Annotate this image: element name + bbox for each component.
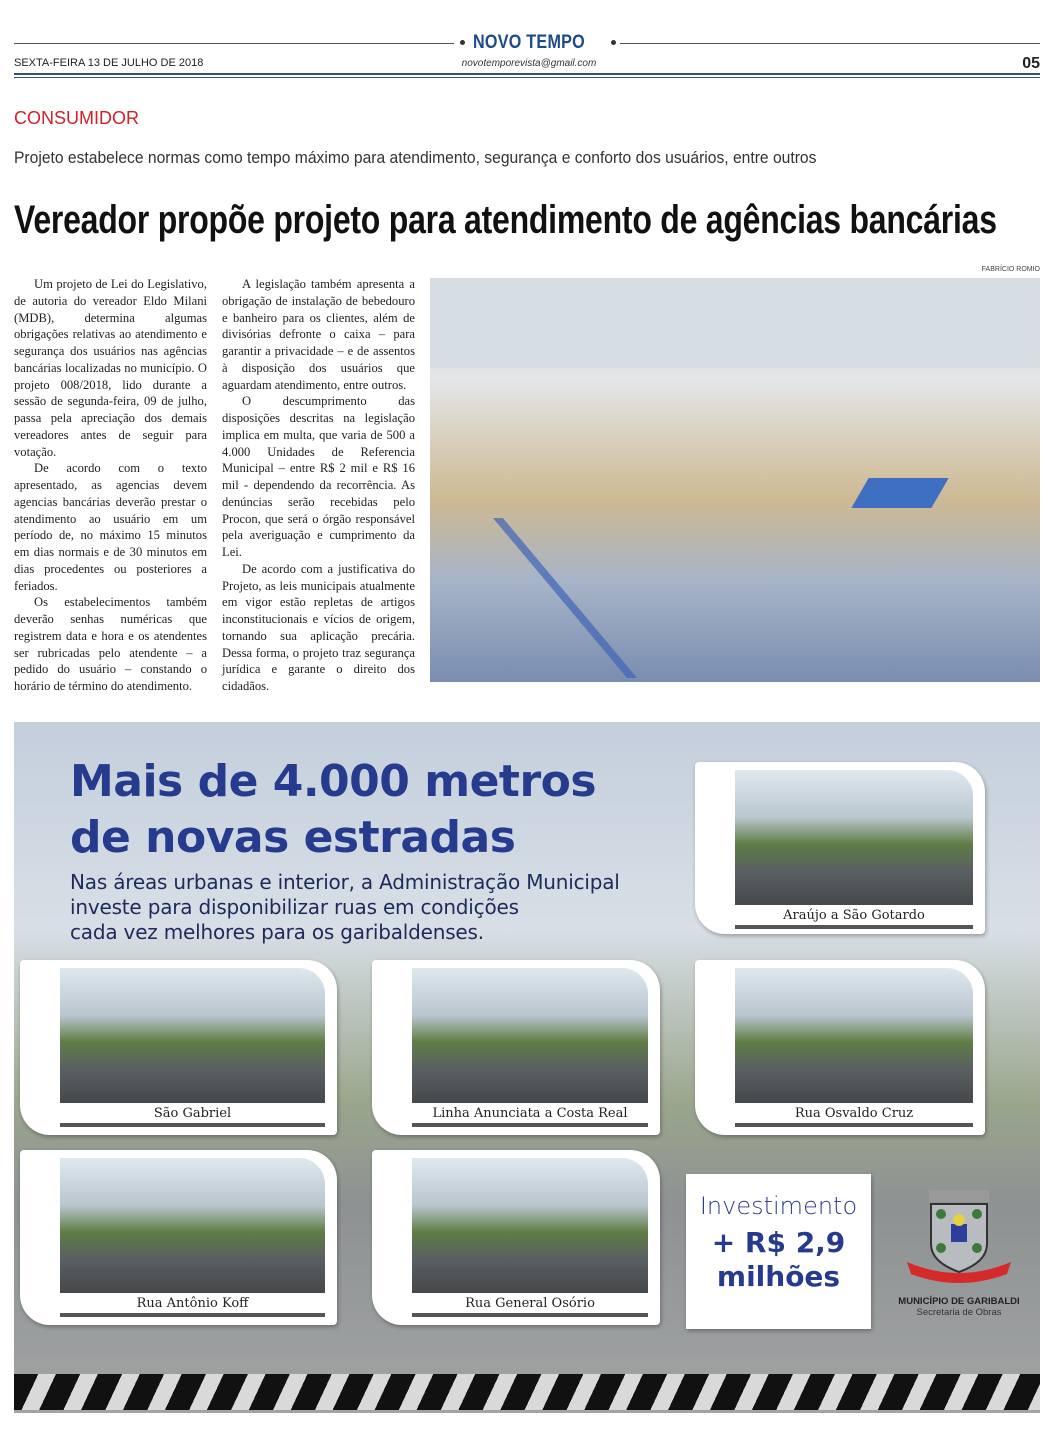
ad-subtitle-line: investe para disponibilizar ruas em condições xyxy=(70,895,519,919)
photo-caption: Linha Anunciata a Costa Real xyxy=(432,1106,628,1121)
municipality-department: Secretaria de Obras xyxy=(916,1307,1002,1318)
ad-subtitle-line: cada vez melhores para os garibaldenses. xyxy=(70,920,484,944)
road-photo xyxy=(735,770,973,905)
photo-caption: Rua General Osório xyxy=(465,1296,595,1311)
page-number: 05 xyxy=(1022,55,1040,72)
paragraph: Os estabelecimentos também deverão senhas numéricas que registrem data e hora e os atendentes ser rubricadas pelo atendente – a pedido do usuário – constando o horário de término do atendimento. xyxy=(14,595,207,693)
paragraph: De acordo com o texto apresentado, as agencias devem agencias bancárias deverão prestar o atendimento ao usuário em um período de, no máximo 15 minutos em dias normais e de 30 minutos em dias procedentes ou posteriores a feriados. xyxy=(14,461,207,593)
article-headline: Vereador propõe projeto para atendimento de agências bancárias xyxy=(14,198,997,242)
paragraph: O descumprimento das disposições descritas na legislação implica em multa, que varia de 500 a 4.000 Unidades de Referencia Municipal – entre R$ 2 mil e R$ 16 mil - dependendo da recorrência. As denúncias serão recebidas pelo Procon, que será o órgão responsável pela averiguação e cumprimento da Lei. xyxy=(222,394,415,559)
ad-subtitle-line: Nas áreas urbanas e interior, a Administração Municipal xyxy=(70,870,620,894)
caption-bar xyxy=(412,1123,648,1127)
issue-date: SEXTA-FEIRA 13 DE JULHO DE 2018 xyxy=(14,57,204,69)
hazard-stripes xyxy=(14,1374,1040,1410)
header-divider xyxy=(14,73,1040,75)
investment-value xyxy=(686,1226,871,1294)
photo-card xyxy=(695,960,985,1135)
masthead: NOVO TEMPO xyxy=(472,32,586,53)
caption-bar xyxy=(735,1123,973,1127)
caption-bar xyxy=(60,1313,325,1317)
photo-card xyxy=(695,762,985,934)
ad-title-line: Mais de 4.000 metros xyxy=(70,756,597,807)
photo-caption: Rua Antônio Koff xyxy=(136,1296,249,1311)
investment-label: Investimento xyxy=(699,1192,858,1220)
road-photo xyxy=(412,968,648,1103)
municipality-name: MUNICÍPIO DE GARIBALDI xyxy=(898,1296,1020,1307)
caption-bar xyxy=(735,925,973,929)
paragraph: Um projeto de Lei do Legislativo, de autoria do vereador Eldo Milani (MDB), determina algumas obrigações relativas ao atendimento e segurança dos usuários nas agências bancárias localizadas no município. O projeto 008/2018, lido durante a sessão de segunda-feira, 09 de julho, passa pela apreciação dos demais vereadores antes de seguir para votação. xyxy=(14,277,207,459)
photo-card xyxy=(20,960,337,1135)
article-deck: Projeto estabelece normas como tempo máximo para atendimento, segurança e conforto dos usuários, entre outros xyxy=(14,148,817,167)
article-column-2 xyxy=(222,276,415,695)
bank-agency-photo xyxy=(430,278,1040,682)
photo-caption: São Gabriel xyxy=(153,1106,232,1121)
investment-box xyxy=(686,1174,871,1329)
photo-caption: Rua Osvaldo Cruz xyxy=(794,1106,914,1121)
coat-of-arms-icon xyxy=(899,1182,1019,1287)
caption-bar xyxy=(60,1123,325,1127)
photo-wall xyxy=(430,278,1040,368)
road-photo xyxy=(412,1158,648,1293)
paragraph: A legislação também apresenta a obrigação de instalação de bebedouro e banheiro para os clientes, além de divisórias defronte o caixa – para garantir a privacidade – e de assentos à disposição dos usuários que aguardam atendimento, entre outros. xyxy=(222,277,415,392)
floor-guide-line xyxy=(493,518,947,678)
municipality-logo xyxy=(884,1182,1034,1318)
ad-title-line: de novas estradas xyxy=(70,812,516,863)
photo-card xyxy=(372,960,660,1135)
caption-bar xyxy=(412,1313,648,1317)
ad-subtitle xyxy=(70,870,620,945)
header-divider xyxy=(14,77,1040,78)
investment-value-line: milhões xyxy=(716,1260,841,1293)
road-photo xyxy=(60,968,325,1103)
section-label: CONSUMIDOR xyxy=(14,108,139,128)
ad-title xyxy=(70,754,596,866)
photo-credit: FABRÍCIO ROMIO xyxy=(981,266,1040,273)
investment-value-line: + R$ 2,9 xyxy=(711,1226,846,1259)
road-photo xyxy=(735,968,973,1103)
article-column-1 xyxy=(14,276,207,695)
photo-card xyxy=(372,1150,660,1325)
road-photo xyxy=(60,1158,325,1293)
photo-card xyxy=(20,1150,337,1325)
advertisement-roads xyxy=(14,722,1040,1413)
photo-caption: Araújo a São Gotardo xyxy=(783,908,925,923)
paragraph: De acordo com a justificativa do Projeto, as leis municipais atualmente em vigor estão repletas de artigos inconstitucionais e vícios de origem, tornando sua aplicação precária. Dessa forma, o projeto traz segurança jurídica e garante o direito dos cidadãos. xyxy=(222,561,415,693)
contact-email: novotemporevista@gmail.com xyxy=(461,58,597,69)
accessibility-floor-sign xyxy=(851,478,948,508)
